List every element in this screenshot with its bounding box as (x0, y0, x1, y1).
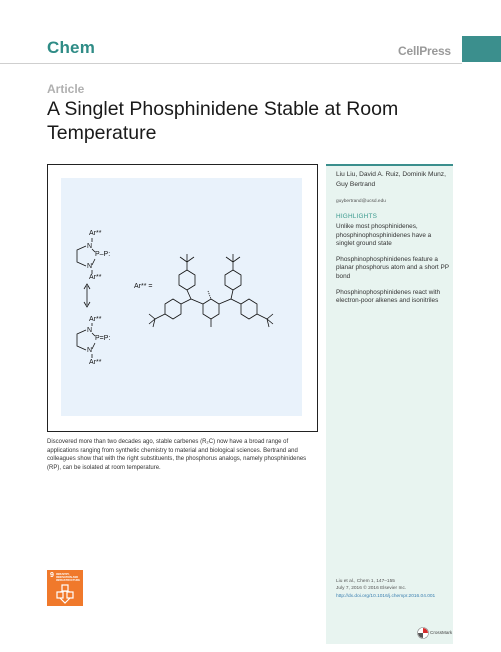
graphical-abstract-diagram (61, 178, 302, 416)
ga-bottom-pp-label: P=P: (95, 335, 111, 342)
journal-name[interactable]: Chem (47, 38, 96, 57)
citation-line: Liu et al., Chem 1, 147–155 (336, 579, 395, 584)
highlight-item: Unlike most phosphinidenes, phosphinophosphinidenes have a singlet ground state (336, 223, 432, 248)
ga-bottom-ring (77, 323, 95, 358)
crossmark-label[interactable]: CrossMark (430, 630, 453, 635)
sdg-number: 9 (50, 572, 54, 579)
cubes-icon (55, 584, 75, 604)
header-divider (0, 63, 462, 64)
ga-bottom-n2-label: N (87, 347, 93, 354)
highlight-item: Phosphinophosphinidenes react with electron-poor alkenes and isonitriles (336, 288, 441, 305)
ga-top-ring (77, 238, 95, 274)
highlight-item: Phosphinophosphinidenes feature a planar phosphorus atom and a short PP bond (336, 255, 449, 280)
corresponding-email[interactable]: guybertrand@ucsd.edu (336, 199, 386, 204)
article-title: A Singlet Phosphinidene Stable at Room Temperature (47, 98, 399, 144)
article-type: Article (47, 82, 85, 96)
highlights-heading: HIGHLIGHTS (336, 213, 378, 220)
ga-top-ar-label: Ar** (89, 230, 102, 237)
ga-top-n1-label: N (87, 243, 93, 250)
publisher-logo[interactable]: CellPress (398, 44, 451, 58)
ga-top-ar2-label: Ar** (89, 274, 102, 281)
doi-link[interactable]: http://dx.doi.org/10.1016/j.chempr.2016.04.001 (336, 593, 436, 599)
sdg-label: INDUSTRY, INNOVATION AND INFRASTRUCTURE (56, 573, 80, 582)
ga-bottom-ar-label: Ar** (89, 316, 102, 323)
ga-bottom-n1-label: N (87, 327, 93, 334)
header-accent-bar (462, 36, 501, 62)
ga-resonance-arrow (84, 284, 90, 307)
article-summary: Discovered more than two decades ago, stable carbenes (R₂C) now have a broad range of applications ranging from synthetic chemistry to material and biological sciences. Bertrand and colleagues show that with the right substituents, the phosphorus analogs, namely phosphinidenes (RP), can be isolated at room temperature. (47, 439, 307, 471)
highlights-list (336, 223, 450, 313)
ga-ar-skeleton (149, 254, 273, 327)
crossmark-icon[interactable] (417, 627, 429, 639)
ga-top-n2-label: N (87, 263, 93, 270)
author-list: Liu Liu, David A. Ruiz, Dominik Munz, Guy Bertrand (336, 171, 446, 188)
ga-ar-definition: Ar** = (134, 283, 153, 290)
citation-date: July 7, 2016 © 2016 Elsevier Inc. (336, 586, 407, 592)
ga-top-pp-label: P–P: (95, 251, 111, 258)
sidebar-accent-rule (326, 164, 453, 166)
citation-block (336, 578, 451, 600)
ga-bottom-ar2-label: Ar** (89, 359, 102, 366)
